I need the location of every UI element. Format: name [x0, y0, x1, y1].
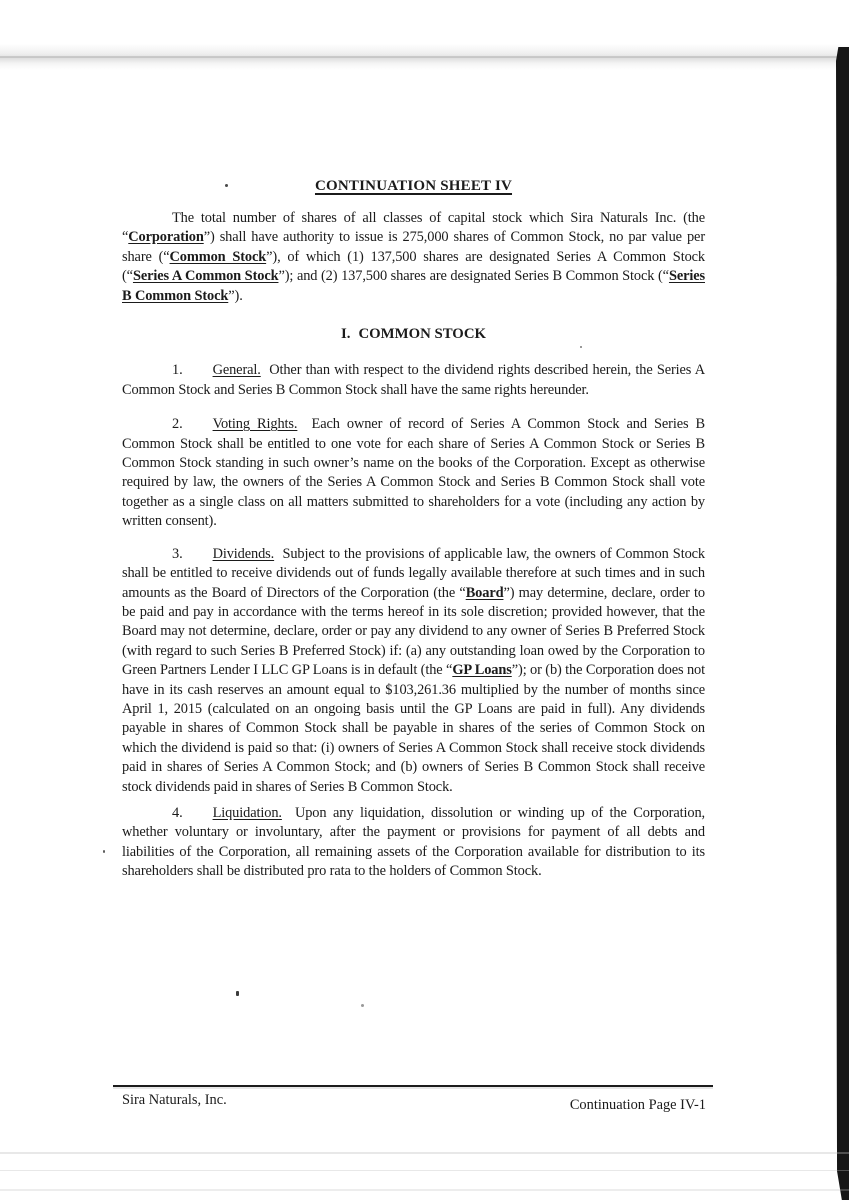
defined-term-common-stock: Common Stock: [169, 248, 267, 265]
document-title-text: CONTINUATION SHEET IV: [314, 178, 513, 194]
intro-text: ”); and (2) 137,500 shares are designated Series B Common Stock (“: [278, 268, 669, 285]
paragraph-voting-rights: [122, 415, 705, 531]
document-title: [122, 178, 705, 195]
intro-text: The total number of shares of all classes of capital stock which Sira Naturals Inc. (the “: [122, 210, 705, 246]
section-name: COMMON STOCK: [358, 326, 487, 343]
ink-speck: [103, 850, 105, 853]
intro-paragraph: [122, 209, 705, 306]
defined-term-board: Board: [465, 584, 504, 601]
item-number: 3.: [172, 545, 183, 562]
item-text: Each owner of record of Series A Common Stock and Series B Common Stock shall be entitled to one vote for each share of Series A Common Stock or Series B Common Stock standing in such owner’s name on the books of the Corporation. Except as otherwise required by law, the owners of the Series A Common Stock and Series B Common Stock shall vote together as a single class on all matters submitted to shareholders for a vote (including any action by written consent).: [122, 416, 705, 530]
item-text: Upon any liquidation, dissolution or winding up of the Corporation, whether voluntary or involuntary, after the payment or provisions for payment of all debts and liabilities of the Corporation, all remaining assets of the Corporation available for distribution to its shareholders shall be distributed pro rata to the holders of Common Stock.: [122, 804, 705, 880]
defined-term-gp-loans: GP Loans: [452, 662, 512, 679]
scan-streak: [0, 1189, 849, 1191]
section-heading: [122, 325, 705, 344]
scan-streak: [0, 1152, 849, 1154]
scan-streak: [0, 1170, 849, 1171]
ink-speck: [361, 1004, 364, 1007]
scan-band-top: [0, 44, 849, 70]
item-text: Subject to the provisions of applicable law, the owners of Common Stock shall be entitled to receive dividends out of funds legally available therefore at such times and in such amounts as the Board of Directors of the Corporation (the “: [122, 545, 705, 601]
paragraph-general: [122, 361, 705, 400]
ink-speck: [236, 991, 239, 996]
footer-rule: [113, 1085, 713, 1087]
item-text: Other than with respect to the dividend rights described herein, the Series A Common Stock and Series B Common Stock shall have the same rights hereunder.: [122, 362, 705, 398]
section-numeral: I.: [340, 326, 351, 343]
scan-edge-right: [836, 47, 849, 1200]
document-body: [122, 178, 705, 901]
intro-text: ”) shall have authority to issue is 275,000 shares of Common Stock, no par value per share (“: [122, 229, 705, 265]
item-heading-liquidation: Liquidation.: [212, 804, 282, 821]
defined-term-series-b: Series B Common Stock: [122, 268, 705, 304]
paragraph-dividends: [122, 545, 705, 797]
paragraph-liquidation: [122, 804, 705, 882]
item-heading-voting-rights: Voting Rights.: [212, 416, 298, 433]
defined-term-corporation: Corporation: [128, 229, 204, 246]
item-heading-dividends: Dividends.: [212, 545, 275, 562]
item-number: 2.: [172, 416, 183, 433]
item-number: 1.: [172, 362, 183, 379]
footer-company: Sira Naturals, Inc.: [122, 1092, 227, 1108]
intro-text: ”), of which (1) 137,500 shares are designated Series A Common Stock (“: [122, 248, 705, 285]
defined-term-series-a: Series A Common Stock: [132, 268, 279, 285]
item-text: ”) may determine, declare, order to be paid and pay in accordance with the terms hereof in its sole discretion; provided however, that the Board may not determine, declare, order or pay any dividend to any owner of Series B Preferred Stock (with regard to such Series B Preferred Stock) if: (a) any outstanding loan owed by the Corporation to Green Partners Lender I LLC GP Loans is in default (the “: [122, 584, 705, 679]
item-text: ”); or (b) the Corporation does not have in its cash reserves an amount equal to $103,261.36 multiplied by the number of months since April 1, 2015 (calculated on an ongoing basis until the GP Loans are paid in full). Any dividends payable in shares of Common Stock shall be payable in shares of the series of Common Stock on which the dividend is paid so that: (i) owners of Series A Common Stock shall receive stock dividends paid in shares of Series A Common Stock; and (b) owners of Series B Common Stock shall receive stock dividends paid in shares of Series B Common Stock.: [122, 662, 705, 795]
item-number: 4.: [172, 804, 183, 821]
intro-text: ”).: [228, 287, 243, 304]
footer-page-label-text: Continuation Page IV-1: [569, 1097, 706, 1113]
item-heading-general: General.: [212, 362, 261, 379]
footer-page-label: [122, 1097, 706, 1114]
